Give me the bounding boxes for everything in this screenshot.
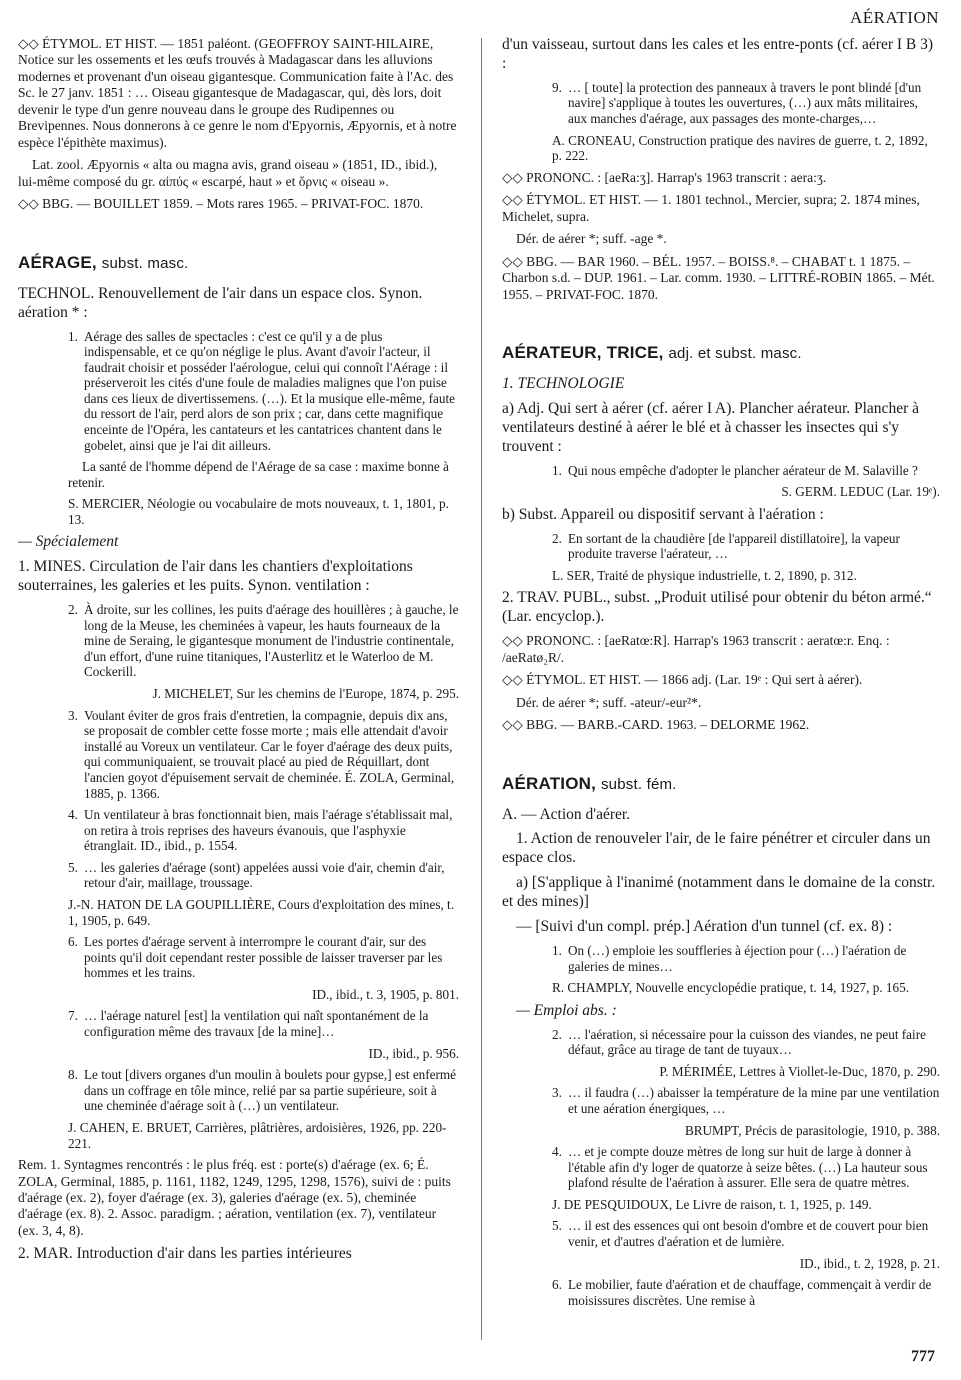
a1-definition: 1. Action de renouveler l'air, de le faire pénétrer et circuler dans un espace clos. xyxy=(502,830,931,867)
aerateur-example-2-source: L. SER, Traité de physique industrielle, t. 2, 1890, p. 312. xyxy=(552,567,857,583)
aerage-derivation: Dér. de aérer *; suff. -age *. xyxy=(516,231,667,247)
aerage-definition: TECHNOL. Renouvellement de l'air dans un espace clos. Synon. aération * : xyxy=(18,284,423,321)
example-9: 9. … [ toute] la protection des panneaux à travers le pont blindé [d'un navire] s'applique à toutes les ouvertures, (…) aux mâts militaires, aux manches d'aérage, aux passages des monte-charges,… xyxy=(552,79,922,126)
epyornis-etymology: ◇◇ ÉTYMOL. ET HIST. — 1851 paléont. (GEOFFROY SAINT-HILAIRE, Notice sur les ossements et les œufs trouvés à Madagascar dans les alluvions modernes et provenant d'un oiseau gigantesque. Communication faite à l'Ac. des Sc. le 27 janv. 1851 : … Oiseau gigantesque de Madagascar, qui, dès lors, doit devenir le type d'un genre nouveau dans le groupe des Rudipennes ou Brevipennes. Nous donnerons à ce genre le nom d'Epyornis, Æpyornis, et à notre espèce l'épithète maximus). xyxy=(18,36,457,150)
aerateur-bibliography: ◇◇ BBG. — BARB.-CARD. 1963. – DELORME 1962. xyxy=(502,717,810,733)
column-divider xyxy=(481,38,482,1340)
aeration-example-5-source: ID., ibid., t. 2, 1928, p. 21. xyxy=(799,1255,940,1271)
example-4: 4. Un ventilateur à bras fonctionnait bien, mais l'aérage s'établissait mal, on retira à trois reprises des haveurs évanouis, que l'asphyxie étranglait. ID., ibid., p. 1554. xyxy=(68,807,453,854)
a1a-definition: a) [S'applique à l'inanimé (notamment dans le domaine de la constr. et des mines)] xyxy=(502,874,936,911)
entry-aerateur-word: AÉRATEUR, TRICE, xyxy=(502,342,664,362)
trav-publ-definition: 2. TRAV. PUBL., subst. „Produit utilisé pour obtenir du béton armé.“ (Lar. encyclop.). xyxy=(502,589,932,626)
running-head: AÉRATION xyxy=(850,8,939,27)
remark: Rem. 1. Syntagmes rencontrés : le plus fréq. est : porte(s) d'aérage (ex. 6; É. ZOLA, Germinal, 1885, p. 1161, 1182, 1249, 1295, 1298, 1576), suivi de : puits d'aérage (ex. 2), foyer d'aérage (ex. 3), galeries d'aérage (ex. 5), cheminée d'aérage (ex. 8). 2. Assoc. paradigm. ; aération, ventilation (ex. 7), ventilateur (ex. 3, 4, 8). xyxy=(18,1157,451,1238)
example-6-source: ID., ibid., t. 3, 1905, p. 801. xyxy=(312,986,459,1002)
technologie-heading: 1. TECHNOLOGIE xyxy=(502,374,625,392)
aeration-example-2-source: P. MÉRIMÉE, Lettres à Viollet-le-Duc, 1870, p. 290. xyxy=(659,1063,940,1079)
entry-aerage-category: subst. masc. xyxy=(101,254,189,272)
aerateur-derivation: Dér. de aérer *; suff. -ateur/-eur²*. xyxy=(516,694,702,710)
example-3: 3. Voulant éviter de gros frais d'entretien, la compagnie, depuis dix ans, se proposait de combler cette fosse morte ; mais elle attendait d'avoir installé au Voreux un ventilateur. Car le foyer d'aérage des deux puits, qui communiquaient, se trouvait placé au pied de Réquillart, dont l'ancien goyot d'épuisement servait de cheminée. É. ZOLA, Germinal, 1885, p. 1366. xyxy=(68,707,455,801)
aerateur-example-1: 1. Qui nous empêche d'adopter le plancher aérateur de M. Salaville ? xyxy=(552,462,918,478)
mines-definition: 1. MINES. Circulation de l'air dans les chantiers d'exploitations souterraines, les galeries et les puits. Synon. ventilation : xyxy=(18,558,413,595)
entry-aerage-heading xyxy=(18,253,459,273)
entry-aerateur-category: adj. et subst. masc. xyxy=(668,344,802,362)
aerateur-pronunciation: ◇◇ PRONONC. : [aeRatœ:R]. Harrap's 1963 transcrit : aeratœ:r. Enq. : /aeRatø₂R/. xyxy=(502,633,890,665)
example-7-source: ID., ibid., p. 956. xyxy=(368,1045,459,1061)
aeration-example-4: 4. … et je compte douze mètres de long sur huit de large à donner à l'étable afin d'y loger de quatorze à seize bêtes. (…) La hauteur sous plafond résulte de l'aération à assurer. Elle sera de quatre mètres. xyxy=(552,1144,928,1191)
aerateur-etymology: ◇◇ ÉTYMOL. ET HIST. — 1866 adj. (Lar. 19ᵉ : Qui sert à aérer). xyxy=(502,672,863,688)
entry-aeration-word: AÉRATION, xyxy=(502,773,597,793)
aeration-example-1-source: R. CHAMPLY, Nouvelle encyclopédie pratique, t. 14, 1927, p. 165. xyxy=(552,980,910,996)
example-8: 8. Le tout [divers organes d'un moulin à boulets pour gypse,] est enfermé dans un coffrage en tôle mince, relié par sa partie supérieure, soit à une cheminée d'aérage soit à (…) un ventilateur. xyxy=(68,1067,457,1114)
aerage-bibliography: ◇◇ BBG. — BAR 1960. – BÉL. 1957. – BOISS.⁸. – CHABAT t. 1 1875. – Charbon s.d. – DUP. 1961. – Lar. comm. 1930. – LITTRÉ-ROBIN 1865. – Mét. 1955. – PRIVAT-FOC. 1870. xyxy=(502,253,935,302)
specialement-label: — Spécialement xyxy=(18,533,119,551)
example-7: 7. … l'aérage naturel [est] la ventilation qui naît spontanément de la configuration même des travaux [de la mine]… xyxy=(68,1008,429,1040)
entry-aeration-heading xyxy=(502,774,940,794)
left-column xyxy=(18,36,459,1344)
example-6: 6. Les portes d'aérage servent à interrompre le courant d'air, sur des points qu'il doit cependant rester possible de laisser traverser par les hommes et les trains. xyxy=(68,934,443,981)
entry-aerateur-heading xyxy=(502,343,940,363)
aerateur-example-2: 2. En sortant de la chaudière [de l'appareil distillatoire], la vapeur produite traverse l'aérateur, … xyxy=(552,530,900,562)
adj-definition: a) Adj. Qui sert à aérer (cf. aérer I A). Plancher aérateur. Plancher à ventilateurs destiné à aérer le blé et à chasser les insectes qui s'y trouvent : xyxy=(502,399,919,455)
mar-definition-continued: d'un vaisseau, surtout dans les cales et les entre-ponts (cf. aérer I B 3) : xyxy=(502,36,934,72)
example-8-source: J. CAHEN, E. BRUET, Carrières, plâtrières, ardoisières, 1926, pp. 220-221. xyxy=(68,1119,447,1151)
aeration-example-3: 3. … il faudra (…) abaisser la température de la mine par une ventilation et une aération énergiques, … xyxy=(552,1085,940,1116)
subst-definition: b) Subst. Appareil ou dispositif servant à l'aération : xyxy=(502,505,824,523)
aeration-example-6: 6. Le mobilier, faute d'aération et de chauffage, commençait à verdir de moisissures discrètes. Une remise à xyxy=(552,1277,932,1308)
aerage-etymology: ◇◇ ÉTYMOL. ET HIST. — 1. 1801 technol., Mercier, supra; 2. 1874 mines, Michelet, supra. xyxy=(502,192,920,224)
example-2: 2. À droite, sur les collines, les puits d'aérage des houillères ; à gauche, le long de la Meuse, les cheminées à vapeur, les hauts fourneaux de la mine de Seraing, le gigantesque monument de l'industrie continentale, d'un effort, d'une ruine titaniques, l'Austerlitz et le Waterloo de M. Cockerill. xyxy=(68,602,459,680)
page-number: 777 xyxy=(911,1348,935,1365)
suivi-definition: — [Suivi d'un compl. prép.] Aération d'un tunnel (cf. ex. 8) : xyxy=(516,918,893,936)
aeration-example-3-source: BRUMPT, Précis de parasitologie, 1910, p. 388. xyxy=(684,1122,940,1138)
aeration-example-1: 1. On (…) emploie les souffleries à éjection pour (…) l'aération de galeries de mines… xyxy=(552,943,907,974)
right-column xyxy=(502,36,940,1344)
aerage-pronunciation: ◇◇ PRONONC. : [aeRa:ʒ]. Harrap's 1963 transcrit : aera:ʒ. xyxy=(502,169,827,185)
entry-aeration-category: subst. fém. xyxy=(600,775,677,793)
example-5: 5. … les galeries d'aérage (sont) appelées aussi voie d'air, chemin d'air, retour d'air, maillage, troussage. xyxy=(68,859,445,891)
emploi-abs-label: — Emploi abs. : xyxy=(516,1001,617,1019)
aeration-example-5: 5. … il est des essences qui ont besoin d'ombre et de couvert pour bien venir, et d'autres d'aération et de lumière. xyxy=(552,1218,929,1249)
example-9-source: A. CRONEAU, Construction pratique des navires de guerre, t. 2, 1892, p. 222. xyxy=(552,132,928,164)
entry-aerage-word: AÉRAGE, xyxy=(18,252,97,272)
mar-definition: 2. MAR. Introduction d'air dans les parties intérieures xyxy=(18,1245,352,1263)
example-1: 1. Aérage des salles de spectacles : c'est ce qu'il y a de plus indispensable, et ce qu'on néglige le plus. Avant d'avoir l'acteur, il faudrait choisir et posséder l'aérologue, celui qui connoît l'Aérage : il préserveroit les cités d'une foule de maladies malignes que l'on puise dans ces lieux de divertissemens. (…). Et la musique elle-même, faute du ressort de l'air, perd alors de son prix ; car, dans cette magnifique enceinte de l'Opéra, les cantateurs et les cantatrices chantent dans le gobelet, ainsi que je l'ai dit ailleurs. xyxy=(68,328,455,453)
aeration-example-2: 2. … l'aération, si nécessaire pour la cuisson des viandes, ne peut faire défaut, grâce au tirage de tant de tuyaux… xyxy=(552,1026,926,1058)
example-2-source: J. MICHELET, Sur les chemins de l'Europe, 1874, p. 295. xyxy=(152,686,459,702)
example-1-source: S. MERCIER, Néologie ou vocabulaire de mots nouveaux, t. 1, 1801, p. 13. xyxy=(68,496,449,527)
example-1-continuation: La santé de l'homme dépend de l'Aérage de sa case : maxime bonne à retenir. xyxy=(68,459,449,490)
epyornis-latin: Lat. zool. Æpyornis « alta ou magna avis, grand oiseau » (1851, ID., ibid.), lui-même composé du gr. αἰπύς « escarpé, haut » et ὄρνις « oiseau ». xyxy=(18,157,438,189)
aerateur-example-1-source: S. GERM. LEDUC (Lar. 19ᵉ). xyxy=(781,484,940,500)
epyornis-bibliography: ◇◇ BBG. — BOUILLET 1859. – Mots rares 1965. – PRIVAT-FOC. 1870. xyxy=(18,196,424,212)
section-a-heading: A. — Action d'aérer. xyxy=(502,805,631,823)
aeration-example-4-source: J. DE PESQUIDOUX, Le Livre de raison, t. 1, 1925, p. 149. xyxy=(552,1196,872,1212)
example-5-source: J.-N. HATON DE LA GOUPILLIÈRE, Cours d'exploitation des mines, t. 1, 1905, p. 649. xyxy=(68,896,455,928)
